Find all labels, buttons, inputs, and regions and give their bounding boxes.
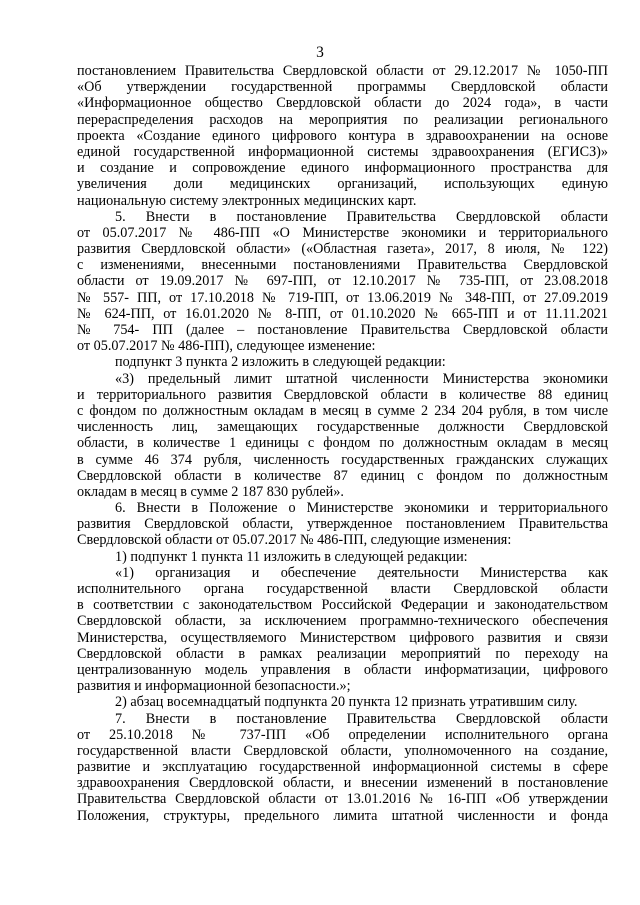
text-line: централизованную модель управления в области информатизации, цифрового bbox=[77, 661, 608, 678]
text-line: перераспределения расходов на мероприятия по реализации регионального bbox=[77, 111, 608, 128]
text-line: в сумме 46 374 рубля, численность государственных гражданских служащих bbox=[77, 451, 608, 468]
text-line: Правительства Свердловской области от 13.01.2016 № 16-ПП «Об утверждении bbox=[77, 791, 608, 808]
text-line: 6. Внести в Положение о Министерстве экономики и территориального bbox=[115, 500, 608, 517]
text-line: «1) организация и обеспечение деятельности Министерства как bbox=[115, 564, 608, 581]
text-line: и территориального развития Свердловской области в количестве 88 единиц bbox=[77, 386, 608, 403]
text-line: «3) предельный лимит штатной численности Министерства экономики bbox=[115, 370, 608, 387]
text-line: 2) абзац восемнадцатый подпункта 20 пункта 12 признать утратившим силу. bbox=[115, 694, 578, 711]
text-line: от 25.10.2018 № 737-ПП «Об определении исполнительного органа bbox=[77, 726, 608, 743]
page-number: 3 bbox=[316, 44, 324, 61]
text-line: области от 19.09.2017 № 697-ПП, от 12.10.2017 № 735-ПП, от 23.08.2018 bbox=[77, 273, 608, 290]
text-line: и создание и сопровождение единого информационного пространства для bbox=[77, 160, 608, 177]
text-line: № 624-ПП, от 16.01.2020 № 8-ПП, от 01.10.2020 № 665-ПП и от 11.11.2021 bbox=[77, 305, 608, 322]
document-body bbox=[77, 63, 608, 824]
text-line: подпункт 3 пункта 2 изложить в следующей редакции: bbox=[115, 354, 446, 371]
text-line: проекта «Создание единого цифрового контура в здравоохранении на основе bbox=[77, 127, 608, 144]
text-line: Свердловской области в рамках реализации мероприятий по переходу на bbox=[77, 645, 608, 662]
text-line: постановлением Правительства Свердловской области от 29.12.2017 № 1050-ПП bbox=[77, 63, 608, 79]
text-line: Свердловской области в количестве 87 единиц с фондом по должностным bbox=[77, 467, 608, 484]
text-line: 5. Внести в постановление Правительства Свердловской области bbox=[115, 208, 608, 225]
text-line: Министерства, осуществляемого Министерством цифрового развития и связи bbox=[77, 629, 608, 646]
text-line: 7. Внести в постановление Правительства Свердловской области bbox=[115, 710, 608, 727]
text-line: исполнительного органа государственной власти Свердловской области bbox=[77, 581, 608, 597]
text-line: Свердловской области от 05.07.2017 № 486-ПП, следующие изменения: bbox=[77, 532, 512, 549]
text-line: с изменениями, внесенными постановлениями Правительства Свердловской bbox=[77, 257, 608, 274]
text-line: государственной власти Свердловской области, уполномоченного на создание, bbox=[77, 742, 608, 759]
text-line: № 754- ПП (далее – постановление Правительства Свердловской области bbox=[77, 322, 608, 338]
text-line: развития и информационной безопасности.»; bbox=[77, 678, 351, 695]
text-line: № 557- ПП, от 17.10.2018 № 719-ПП, от 13.06.2019 № 348-ПП, от 27.09.2019 bbox=[77, 289, 608, 306]
text-line: «Об утверждении государственной программы Свердловской области bbox=[77, 79, 608, 96]
text-line: развития Свердловской области» («Областная газета», 2017, 8 июля, № 122) bbox=[77, 241, 608, 258]
text-line: численность лиц, замещающих государственные должности Свердловской bbox=[77, 419, 608, 436]
text-line: увеличения доли медицинских организаций, использующих единую bbox=[77, 176, 608, 193]
text-line: развитие и эксплуатацию государственной информационной системы в сфере bbox=[77, 759, 608, 776]
text-line: Положения, структуры, предельного лимита штатной численности и фонда bbox=[77, 807, 608, 824]
text-line: окладам в месяц в сумме 2 187 830 рублей». bbox=[77, 483, 344, 500]
text-line: от 05.07.2017 № 486-ПП), следующее изменение: bbox=[77, 338, 376, 355]
text-line: в соответствии с законодательством Российской Федерации и законодательством bbox=[77, 597, 608, 614]
text-line: Свердловской области, за исключением программно-технического обеспечения bbox=[77, 613, 608, 630]
text-line: 1) подпункт 1 пункта 11 изложить в следующей редакции: bbox=[115, 548, 468, 565]
text-line: национальную систему электронных медицинских карт. bbox=[77, 192, 417, 209]
text-line: «Информационное общество Свердловской области до 2024 года», в части bbox=[77, 95, 608, 112]
text-line: от 05.07.2017 № 486-ПП «О Министерстве экономики и территориального bbox=[77, 224, 608, 241]
text-line: развития Свердловской области, утвержденное постановлением Правительства bbox=[77, 516, 608, 533]
text-line: с фондом по должностным окладам в месяц в сумме 2 234 204 рубля, в том числе bbox=[77, 402, 608, 419]
text-line: единой государственной информационной системы здравоохранения (ЕГИСЗ)» bbox=[77, 143, 608, 160]
text-line: здравоохранения Свердловской области, и внесении изменений в постановление bbox=[77, 775, 608, 792]
text-line: области, в количестве 1 единицы с фондом по должностным окладам в месяц bbox=[77, 435, 608, 452]
